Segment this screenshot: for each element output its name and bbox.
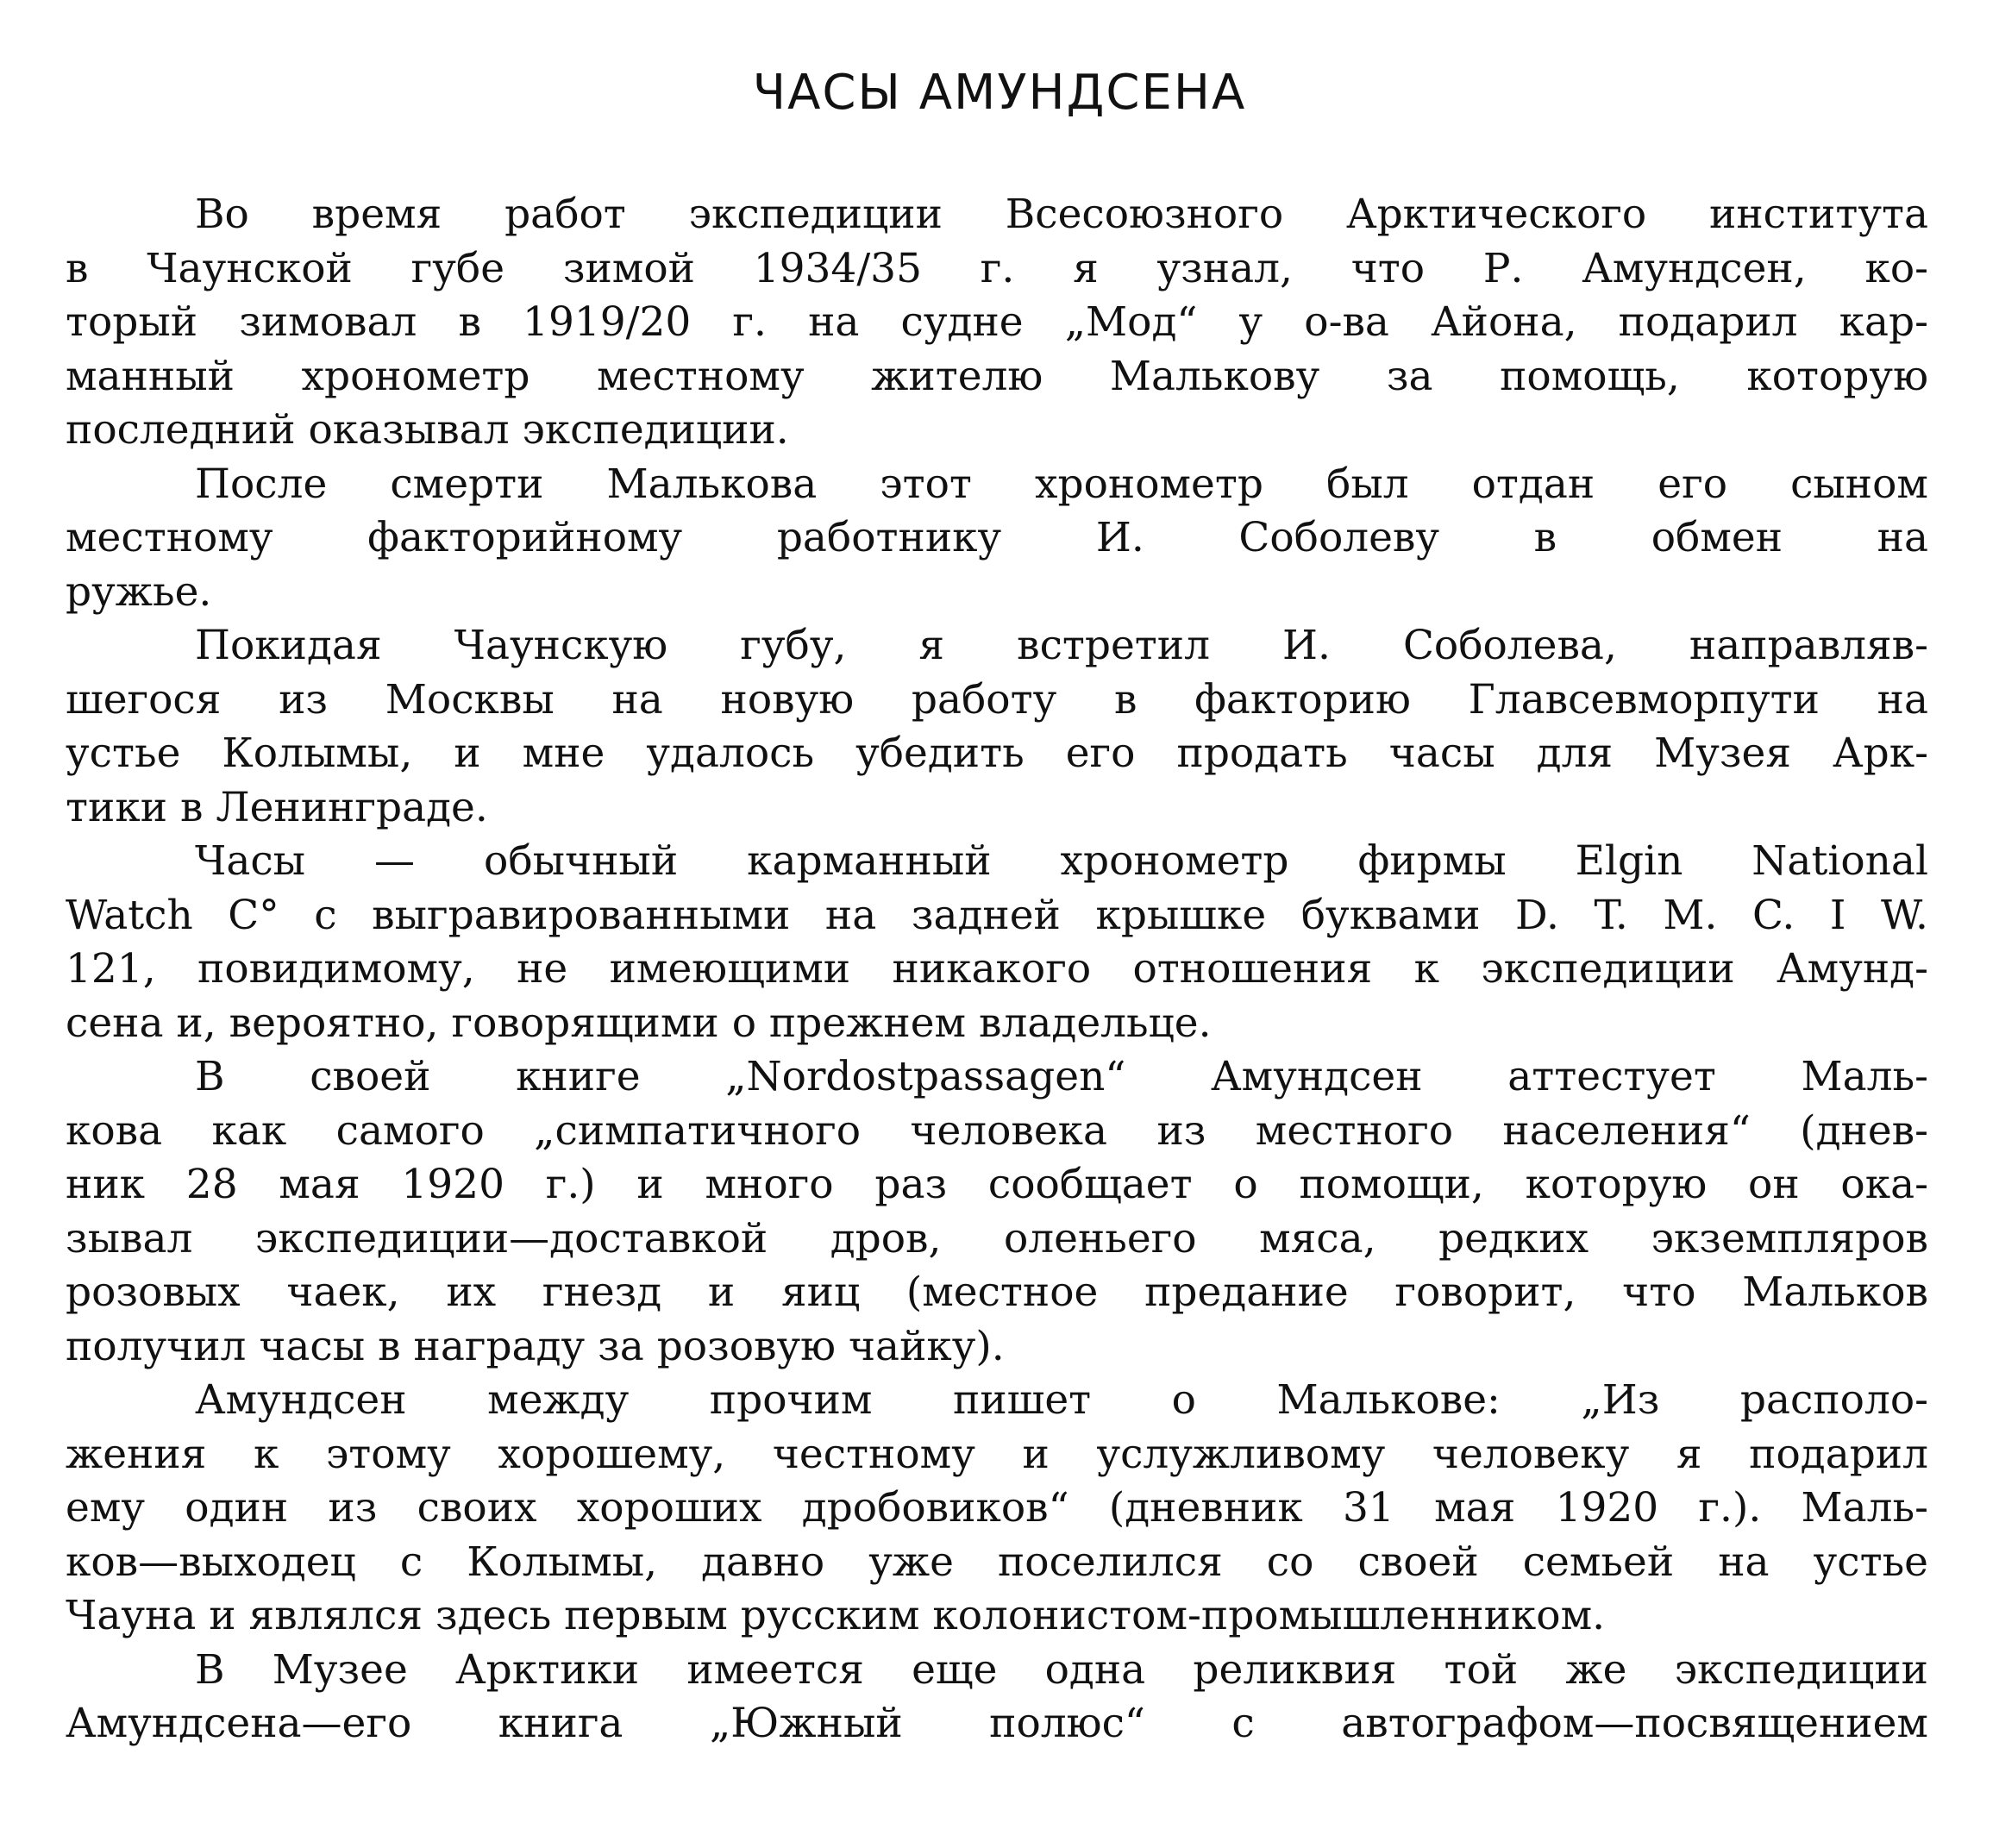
- text-line: Чауна и являлся здесь первым русским колонистом-промышленником.: [66, 1592, 1606, 1639]
- text-line: ему один из своих хороших дробовиков“ (дневник 31 мая 1920 г.). Маль-: [66, 1484, 1928, 1532]
- text-line: последний оказывал экспедиции.: [66, 406, 789, 454]
- text-line: манный хронометр местному жителю Малькову за помощь, которую: [66, 352, 1928, 400]
- article-body: [66, 188, 1928, 1751]
- text-line: Покидая Чаунскую губу, я встретил И. Соболева, направляв-: [195, 622, 1928, 669]
- text-line: зывал экспедиции—доставкой дров, оленьего мяса, редких экземпляров: [66, 1214, 1928, 1262]
- text-line: жения к этому хорошему, честному и услужливому человеку я подарил: [66, 1430, 1928, 1478]
- text-line: кова как самого „симпатичного человека из местного населения“ (днев-: [66, 1106, 1928, 1155]
- text-line: получил часы в награду за розовую чайку).: [66, 1322, 1005, 1370]
- text-line: Амундсен между прочим пишет о Малькове: „Из располо-: [195, 1376, 1928, 1424]
- text-line: В Музее Арктики имеется еще одна реликвия той же экспедиции: [195, 1645, 1928, 1694]
- text-line: Часы — обычный карманный хронометр фирмы Elgin National: [195, 837, 1928, 885]
- text-line: Во время работ экспедиции Всесоюзного Арктического института: [195, 191, 1928, 238]
- text-line: в Чаунской губе зимой 1934/35 г. я узнал, что Р. Амундсен, ко-: [66, 244, 1928, 292]
- text-line: После смерти Малькова этот хронометр был отдан его сыном: [195, 460, 1928, 508]
- text-line: тики в Ленинграде.: [66, 783, 488, 831]
- text-line: ков—выходец с Колымы, давно уже поселился со своей семьей на устье: [66, 1538, 1928, 1586]
- text-line: шегося из Москвы на новую работу в факторию Главсевморпути на: [66, 675, 1928, 724]
- text-line: ружье.: [66, 567, 212, 616]
- text-line: торый зимовал в 1919/20 г. на судне „Мод“ у о-ва Айона, подарил кар-: [66, 298, 1928, 346]
- text-line: 121, повидимому, не имеющими никакого отношения к экспедиции Амунд-: [66, 945, 1928, 993]
- page-title: ЧАСЫ АМУНДСЕНА: [752, 65, 1247, 121]
- text-line: устье Колымы, и мне удалось убедить его продать часы для Музея Арк-: [66, 730, 1928, 777]
- text-line: ник 28 мая 1920 г.) и много раз сообщает о помощи, которую он ока-: [66, 1161, 1928, 1208]
- text-line: Амундсена—его книга „Южный полюс“ с автографом—посвящением: [66, 1700, 1928, 1747]
- text-line: сена и, вероятно, говорящими о прежнем владельце.: [66, 999, 1212, 1047]
- text-line: В своей книге „Nordostpassagen“ Амундсен аттестует Маль-: [195, 1053, 1928, 1100]
- text-line: Watch C° с выгравированными на задней крышке буквами D. T. M. C. I W.: [66, 891, 1928, 939]
- text-line: розовых чаек, их гнезд и яиц (местное предание говорит, что Мальков: [66, 1269, 1928, 1316]
- text-line: местному факторийному работнику И. Соболеву в обмен на: [66, 514, 1928, 561]
